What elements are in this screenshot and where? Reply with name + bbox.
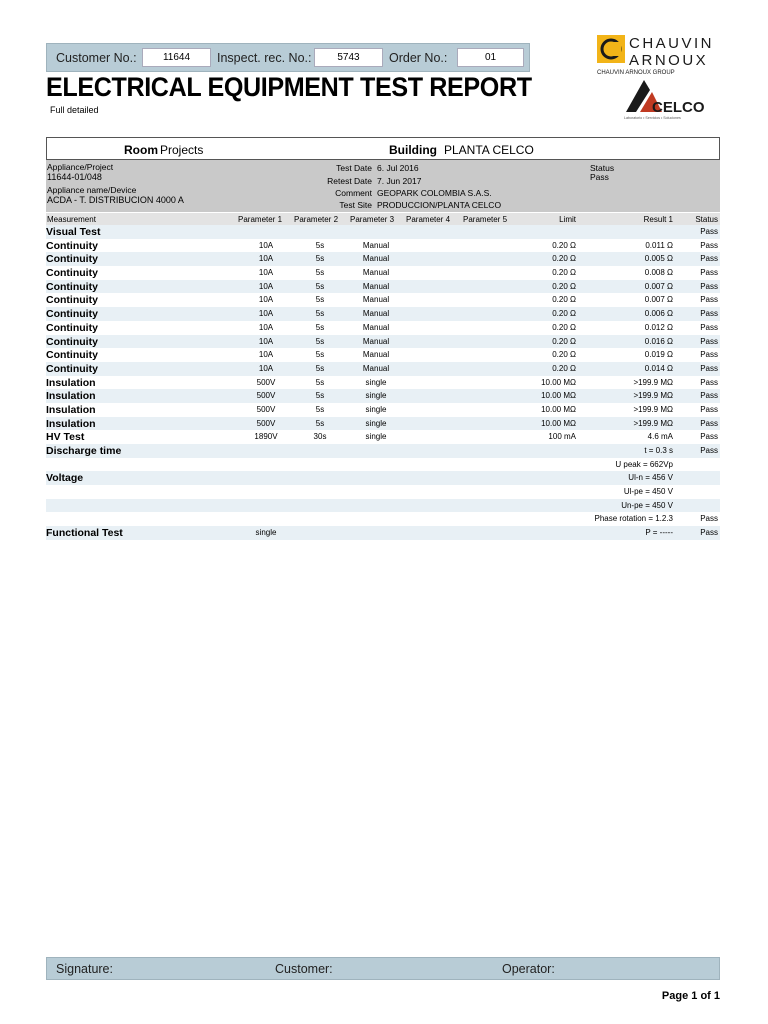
result-cell: t = 0.3 s (644, 446, 673, 455)
limit-cell: 10.00 MΩ (541, 404, 576, 414)
building-label: Building (389, 143, 437, 157)
limit-cell: 0.20 Ω (552, 336, 576, 346)
measurement-cell: Continuity (46, 335, 98, 348)
status-cell: Pass (700, 268, 718, 278)
parameter-3-cell: Manual (362, 309, 390, 319)
table-row (46, 389, 720, 403)
limit-cell: 0.20 Ω (552, 363, 576, 373)
operator-signature-label: Operator: (502, 962, 555, 976)
building-value: PLANTA CELCO (444, 143, 534, 157)
comment-value: GEOPARK COLOMBIA S.A.S. (377, 188, 492, 198)
result-cell: 0.005 Ω (644, 254, 673, 264)
status-cell: Pass (700, 404, 718, 414)
measurement-cell: Discharge time (46, 445, 122, 457)
test-date-value: 6. Jul 2016 (377, 163, 419, 173)
table-row (46, 362, 720, 376)
table-row (46, 293, 720, 307)
parameter-1-cell: 10A (258, 309, 274, 319)
appliance-info-block (46, 160, 720, 212)
parameter-1-cell: 500V (256, 404, 276, 414)
appliance-project-label: Appliance/Project (47, 162, 114, 172)
result-cell: 0.006 Ω (644, 309, 673, 319)
result-cell: Phase rotation = 1.2.3 (594, 514, 673, 524)
parameter-1-cell: 1890V (254, 432, 278, 442)
measurement-cell: Continuity (46, 267, 98, 280)
status-cell: Pass (700, 227, 718, 236)
parameter-3-cell: Manual (362, 336, 390, 346)
result-cell: >199.9 MΩ (633, 391, 673, 401)
parameter-2-cell: 5s (315, 295, 325, 305)
status-cell: Pass (700, 514, 718, 524)
parameter-2-cell: 30s (313, 432, 327, 442)
table-header (46, 213, 720, 225)
status-cell: Pass (700, 377, 718, 387)
chauvin-group-text: CHAUVIN ARNOUX GROUP (597, 70, 675, 76)
parameter-2-cell: 5s (315, 322, 325, 332)
parameter-1-cell: 10A (258, 350, 274, 360)
result-cell: 0.016 Ω (644, 336, 673, 346)
limit-cell: 0.20 Ω (552, 254, 576, 264)
parameter-3-cell: Manual (362, 268, 390, 278)
parameter-2-cell: 5s (315, 350, 325, 360)
celco-logo (622, 78, 724, 120)
parameter-1-cell: 10A (258, 281, 274, 291)
comment-label: Comment (335, 188, 372, 198)
table-row (46, 280, 720, 294)
parameter-1-cell: 10A (258, 254, 274, 264)
table-row (46, 526, 720, 540)
result-cell: 0.014 Ω (644, 363, 673, 373)
parameter-1-cell: 10A (258, 363, 274, 373)
status-cell: Pass (700, 322, 718, 332)
table-row (46, 417, 720, 431)
result-cell: 0.008 Ω (644, 268, 673, 278)
measurement-cell: Insulation (46, 403, 96, 416)
parameter-2-cell: 5s (315, 240, 325, 250)
table-row (46, 266, 720, 280)
table-row (46, 458, 720, 472)
status-cell: Pass (700, 528, 718, 538)
parameter-2-cell: 5s (315, 309, 325, 319)
result-cell: 0.007 Ω (644, 295, 673, 305)
table-row (46, 307, 720, 321)
appliance-device-label: Appliance name/Device (47, 185, 137, 195)
parameter-2-cell: 5s (315, 404, 325, 414)
parameter-2-cell: 5s (315, 254, 325, 264)
signature-bar (46, 957, 720, 980)
parameter-3-cell: single (365, 404, 387, 414)
result-cell: 0.011 Ω (645, 240, 673, 250)
measurement-cell: Insulation (46, 376, 96, 389)
order-no-field: 01 (457, 48, 524, 67)
result-cell: >199.9 MΩ (633, 377, 673, 387)
measurement-cell: Insulation (46, 390, 96, 403)
result-cell: >199.9 MΩ (633, 418, 673, 428)
chauvin-logo-gap (611, 42, 621, 56)
chauvin-text: CHAUVIN (629, 35, 715, 52)
parameter-2-cell: 5s (315, 268, 325, 278)
test-site-label: Test Site (339, 200, 372, 210)
inspect-rec-no-label: Inspect. rec. No.: (217, 51, 312, 65)
status-cell: Pass (700, 391, 718, 401)
room-value: Projects (160, 143, 204, 157)
measurement-cell: HV Test (46, 431, 85, 444)
table-row (46, 444, 720, 458)
status-cell: Pass (700, 446, 718, 455)
parameter-1-cell: single (255, 528, 277, 538)
parameter-1-cell: 10A (258, 268, 274, 278)
status-cell: Pass (700, 418, 718, 428)
customer-no-label: Customer No.: (56, 51, 137, 65)
measurement-table (46, 225, 720, 540)
measurement-cell: Insulation (46, 417, 96, 430)
status-cell: Pass (700, 309, 718, 319)
status-cell: Pass (700, 281, 718, 291)
limit-cell: 0.20 Ω (552, 268, 576, 278)
col-limit: Limit (559, 215, 576, 224)
limit-cell: 100 mA (548, 432, 576, 442)
result-cell: 0.007 Ω (644, 281, 673, 291)
limit-cell: 0.20 Ω (552, 281, 576, 291)
report-subtitle: Full detailed (50, 105, 99, 115)
col-parameter-5: Parameter 5 (463, 215, 508, 224)
status-label: Status (590, 163, 615, 173)
parameter-3-cell: single (365, 391, 387, 401)
result-cell: Un-pe = 450 V (621, 500, 673, 510)
parameter-3-cell: single (365, 432, 387, 442)
measurement-cell: Continuity (46, 239, 98, 252)
status-cell: Pass (700, 350, 718, 360)
table-row (46, 403, 720, 417)
measurement-cell: Continuity (46, 294, 98, 307)
status-cell: Pass (700, 432, 718, 442)
parameter-3-cell: Manual (362, 254, 390, 264)
measurement-cell: Continuity (46, 253, 98, 266)
appliance-device-value: ACDA - T. DISTRIBUCION 4000 A (47, 195, 184, 205)
order-no-label: Order No.: (389, 51, 448, 65)
measurement-cell: Functional Test (46, 527, 123, 540)
parameter-1-cell: 500V (256, 391, 276, 401)
measurement-cell: Continuity (46, 308, 98, 321)
parameter-3-cell: Manual (362, 281, 390, 291)
result-cell: 0.012 Ω (644, 322, 673, 332)
inspect-rec-no-field: 5743 (314, 48, 383, 67)
status-cell: Pass (700, 295, 718, 305)
table-row (46, 471, 720, 485)
parameter-1-cell: 10A (258, 322, 274, 332)
parameter-3-cell: single (365, 377, 387, 387)
result-cell: U peak = 662Vp (615, 459, 673, 469)
limit-cell: 0.20 Ω (552, 309, 576, 319)
customer-no-field: 11644 (142, 48, 211, 67)
table-row (46, 499, 720, 513)
result-cell: 0.019 Ω (644, 350, 673, 360)
status-cell: Pass (700, 254, 718, 264)
parameter-3-cell: Manual (362, 322, 390, 332)
retest-date-value: 7. Jun 2017 (377, 176, 422, 186)
parameter-1-cell: 10A (258, 240, 274, 250)
result-cell: >199.9 MΩ (633, 404, 673, 414)
limit-cell: 0.20 Ω (552, 295, 576, 305)
parameter-2-cell: 5s (315, 281, 325, 291)
report-title: ELECTRICAL EQUIPMENT TEST REPORT (46, 72, 532, 102)
page-number: Page 1 of 1 (661, 990, 720, 1002)
table-row (46, 225, 720, 239)
parameter-3-cell: Manual (362, 240, 390, 250)
table-row (46, 376, 720, 390)
appliance-project-value: 11644-01/048 (47, 172, 102, 182)
report-info-bar (46, 43, 530, 72)
room-label: Room (124, 143, 158, 157)
status-value: Pass (590, 172, 609, 182)
table-row (46, 252, 720, 266)
table-row (46, 485, 720, 499)
result-cell: Ul-pe = 450 V (623, 487, 673, 497)
arnoux-text: ARNOUX (629, 52, 709, 69)
parameter-3-cell: Manual (362, 363, 390, 373)
signature-label: Signature: (56, 962, 113, 976)
parameter-1-cell: 10A (258, 336, 274, 346)
col-parameter-4: Parameter 4 (406, 215, 451, 224)
customer-signature-label: Customer: (275, 962, 333, 976)
table-row (46, 239, 720, 253)
measurement-cell: Continuity (46, 321, 98, 334)
measurement-cell: Continuity (46, 349, 98, 362)
col-parameter-3: Parameter 3 (350, 215, 395, 224)
parameter-2-cell: 5s (315, 418, 325, 428)
col-parameter-2: Parameter 2 (294, 215, 339, 224)
celco-tagline: Laboratorio • Servicios • Soluciones (624, 116, 681, 120)
parameter-1-cell: 500V (256, 418, 276, 428)
parameter-3-cell: Manual (362, 350, 390, 360)
col-parameter-1: Parameter 1 (238, 215, 283, 224)
parameter-2-cell: 5s (315, 363, 325, 373)
limit-cell: 10.00 MΩ (541, 391, 576, 401)
result-cell: 4.6 mA (647, 432, 673, 442)
limit-cell: 0.20 Ω (552, 350, 576, 360)
col-status: Status (695, 215, 718, 224)
measurement-cell: Continuity (46, 280, 98, 293)
status-cell: Pass (700, 240, 718, 250)
table-row (46, 512, 720, 526)
limit-cell: 10.00 MΩ (541, 418, 576, 428)
table-row (46, 430, 720, 444)
col-result-1: Result 1 (643, 215, 673, 224)
parameter-3-cell: Manual (362, 295, 390, 305)
celco-text: CELCO (652, 99, 705, 116)
parameter-1-cell: 10A (258, 295, 274, 305)
table-row (46, 348, 720, 362)
limit-cell: 10.00 MΩ (541, 377, 576, 387)
col-measurement: Measurement (47, 215, 96, 224)
test-site-value: PRODUCCION/PLANTA CELCO (377, 200, 502, 210)
parameter-3-cell: single (365, 418, 387, 428)
table-row (46, 335, 720, 349)
chauvin-arnoux-logo (595, 32, 735, 78)
room-building-bar (46, 137, 720, 160)
test-date-label: Test Date (336, 163, 372, 173)
status-cell: Pass (700, 363, 718, 373)
status-cell: Pass (700, 336, 718, 346)
parameter-2-cell: 5s (315, 336, 325, 346)
table-row (46, 321, 720, 335)
measurement-cell: Continuity (46, 362, 98, 375)
result-cell: P = ----- (645, 528, 673, 538)
retest-date-label: Retest Date (327, 176, 372, 186)
measurement-cell: Voltage (46, 472, 84, 485)
limit-cell: 0.20 Ω (552, 240, 576, 250)
parameter-2-cell: 5s (315, 391, 325, 401)
result-cell: Ul-n = 456 V (628, 473, 673, 483)
limit-cell: 0.20 Ω (552, 322, 576, 332)
parameter-2-cell: 5s (315, 377, 325, 387)
parameter-1-cell: 500V (256, 377, 276, 387)
measurement-cell: Visual Test (46, 226, 101, 238)
